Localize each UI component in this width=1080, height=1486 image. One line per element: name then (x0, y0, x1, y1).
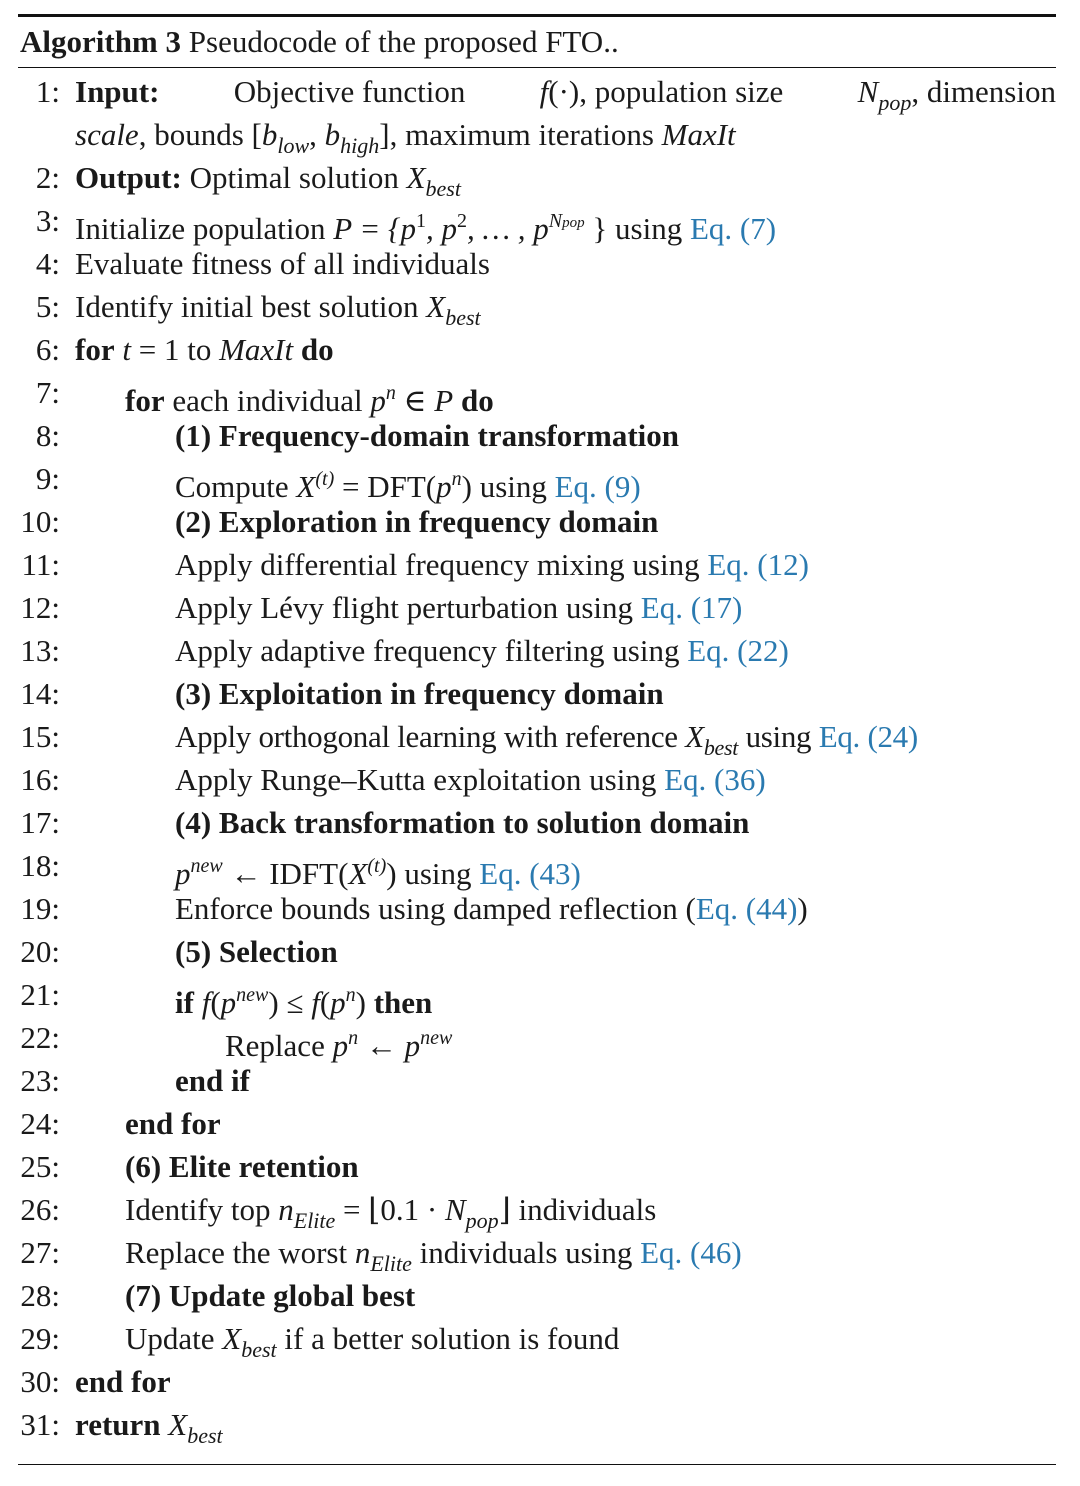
line-number: 31: (20, 1407, 60, 1442)
line-11 (18, 545, 1056, 585)
math-sub: Elite (293, 1208, 336, 1233)
keyword: then (373, 985, 433, 1020)
section-heading: (5) Selection (175, 934, 338, 969)
section-heading: (1) Frequency-domain transformation (175, 418, 679, 453)
line-body (175, 975, 432, 1023)
math-sub: high (340, 133, 380, 158)
section-heading: (2) Exploration in frequency domain (175, 504, 659, 539)
line-number: 3: (35, 203, 60, 238)
line-number: 26: (20, 1192, 60, 1227)
math: b (261, 117, 278, 152)
math-sub: pop (465, 1208, 499, 1233)
line-27 (18, 1233, 1056, 1276)
math: t (122, 332, 131, 367)
math: X (685, 719, 704, 754)
caption-text: Pseudocode of the proposed FTO.. (188, 24, 619, 59)
text: ) (797, 891, 808, 926)
math-sup: new (190, 855, 223, 877)
math: b (324, 117, 341, 152)
line-number: 23: (20, 1063, 60, 1098)
section-heading: (3) Exploitation in frequency domain (175, 676, 664, 711)
line-body (175, 631, 789, 671)
bottom-rule (18, 1464, 1056, 1465)
math-sup: n (345, 984, 356, 1006)
keyword: for (75, 332, 115, 367)
line-number: 14: (20, 676, 60, 711)
line-5 (18, 287, 1056, 330)
text: Initialize population (75, 211, 326, 246)
line-number: 8: (35, 418, 60, 453)
text: Update (125, 1321, 215, 1356)
equation-link[interactable]: Eq. (9) (554, 469, 641, 504)
text: Replace (225, 1028, 325, 1063)
math-sub: pop (878, 90, 912, 115)
text: ← (365, 1028, 397, 1063)
line-number: 16: (20, 762, 60, 797)
math: MaxIt (661, 117, 736, 152)
equation-link[interactable]: Eq. (36) (664, 762, 766, 797)
keyword: end for (125, 1106, 221, 1141)
line-1-cont (18, 115, 1056, 158)
section-heading: (7) Update global best (125, 1278, 416, 1313)
line-4 (18, 244, 1056, 284)
math: MaxIt (219, 332, 294, 367)
line-21 (18, 975, 1056, 1020)
line-number: 10: (20, 504, 60, 539)
math: p (370, 383, 386, 418)
math-sub: best (425, 176, 461, 201)
math: N (444, 1192, 466, 1227)
math-sub: best (445, 305, 481, 330)
section-heading: (4) Back transformation to solution domain (175, 805, 750, 840)
line-7 (18, 373, 1056, 418)
math: scale (75, 117, 139, 152)
text: ⌋ individuals (498, 1192, 657, 1227)
line-number: 20: (20, 934, 60, 969)
keyword: Input: (75, 74, 160, 109)
math-sub: low (277, 133, 310, 158)
line-25 (18, 1147, 1056, 1187)
math: N (857, 74, 879, 109)
keyword: do (460, 383, 494, 418)
math-sup: 1 (415, 210, 426, 232)
text: = ⌊0.1 · (343, 1192, 438, 1227)
line-number: 6: (35, 332, 60, 367)
line-body (175, 588, 742, 628)
text: Apply adaptive frequency filtering using (175, 633, 680, 668)
line-number: 17: (20, 805, 60, 840)
line-number: 25: (20, 1149, 60, 1184)
text: individuals using (419, 1235, 633, 1270)
equation-link[interactable]: Eq. (7) (689, 211, 777, 246)
line-17 (18, 803, 1056, 843)
math: p (332, 1028, 349, 1063)
keyword: return (75, 1407, 161, 1442)
equation-link[interactable]: Eq. (44) (695, 891, 798, 926)
math: X (426, 289, 446, 324)
keyword: if (175, 985, 194, 1020)
math: X (348, 856, 368, 891)
text: = DFT( (342, 469, 437, 504)
line-20 (18, 932, 1056, 972)
text: , dimension (911, 74, 1056, 109)
line-26 (18, 1190, 1056, 1233)
math: X (168, 1407, 188, 1442)
line-28 (18, 1276, 1056, 1316)
line-22 (18, 1018, 1056, 1063)
line-10 (18, 502, 1056, 542)
math: f (311, 985, 320, 1020)
line-6 (18, 330, 1056, 370)
algorithm-caption (18, 17, 1056, 67)
text: ) (355, 985, 366, 1020)
text: each individual (172, 383, 363, 418)
text: using (615, 211, 683, 246)
text: Objective function (233, 74, 466, 109)
line-31 (18, 1405, 1056, 1448)
line-number: 24: (20, 1106, 60, 1141)
line-8 (18, 416, 1056, 456)
math: f (539, 74, 549, 109)
line-body (75, 201, 776, 249)
line-18 (18, 846, 1056, 891)
line-body (175, 545, 809, 585)
line-body (75, 330, 334, 370)
line-number: 15: (20, 719, 60, 754)
line-12 (18, 588, 1056, 628)
line-number: 9: (35, 461, 60, 496)
keyword: do (300, 332, 334, 367)
math: } (584, 211, 608, 246)
line-number: 4: (35, 246, 60, 281)
text: Apply Lévy flight perturbation using (175, 590, 634, 625)
math: , … , p (466, 211, 549, 246)
section-heading: (6) Elite retention (125, 1149, 359, 1184)
math: P = {p (333, 211, 416, 246)
equation-link[interactable]: Eq. (12) (707, 547, 809, 582)
line-number: 27: (20, 1235, 60, 1270)
line-13 (18, 631, 1056, 671)
math-sup: 2 (456, 210, 467, 232)
math-sub: Elite (370, 1251, 412, 1276)
line-body (175, 760, 766, 800)
line-1 (18, 72, 1056, 115)
keyword: Output: (75, 160, 182, 195)
text: Replace the worst (125, 1235, 348, 1270)
math-sup: n (385, 382, 396, 404)
math-sub: best (703, 735, 739, 760)
line-number: 21: (20, 977, 60, 1012)
equation-link[interactable]: Eq. (17) (640, 590, 743, 625)
math-sup: n (451, 468, 462, 490)
line-30 (18, 1362, 1056, 1402)
line-number: 5: (35, 289, 60, 324)
equation-link[interactable]: Eq. (24) (818, 719, 918, 754)
line-number: 11: (21, 547, 60, 582)
math: p (404, 1028, 421, 1063)
text: if a better solution is found (284, 1321, 620, 1356)
line-number: 30: (20, 1364, 60, 1399)
line-body (175, 459, 641, 507)
math: n (354, 1235, 371, 1270)
keyword: end for (75, 1364, 171, 1399)
line-23 (18, 1061, 1056, 1101)
line-body (175, 846, 581, 894)
math-sup: pop (562, 215, 585, 231)
math: p (220, 985, 237, 1020)
text: ∈ (403, 383, 427, 418)
line-number: 18: (20, 848, 60, 883)
text: Optimal solution (189, 160, 399, 195)
math: n (278, 1192, 294, 1227)
line-body (225, 1018, 452, 1066)
line-body (175, 889, 808, 929)
line-number: 22: (20, 1020, 60, 1055)
caption-rule (18, 67, 1056, 68)
text: ( (319, 985, 331, 1020)
math-sup: N (548, 210, 563, 232)
math: , p (425, 211, 457, 246)
math: p (330, 985, 346, 1020)
text: ) using (386, 856, 472, 891)
equation-link[interactable]: Eq. (43) (479, 856, 581, 891)
math: p (175, 856, 191, 891)
line-15 (18, 717, 1056, 760)
text: , (309, 117, 325, 152)
text: ( (210, 985, 221, 1020)
math-sup: (t) (315, 468, 335, 490)
text: (·), population size (548, 74, 784, 109)
line-3 (18, 201, 1056, 246)
text: , bounds [ (138, 117, 262, 152)
text: ) ≤ (268, 985, 304, 1020)
text: Apply differential frequency mixing using (175, 547, 700, 582)
line-9 (18, 459, 1056, 504)
text: Apply Runge–Kutta exploitation using (175, 762, 657, 797)
line-body (75, 1405, 223, 1456)
math: X (406, 160, 426, 195)
line-number: 12: (20, 590, 60, 625)
line-number: 2: (35, 160, 60, 195)
line-14 (18, 674, 1056, 714)
line-number: 28: (20, 1278, 60, 1313)
text: Identify top (125, 1192, 271, 1227)
math: X (222, 1321, 242, 1356)
math: P (434, 383, 454, 418)
algorithm-box (18, 14, 1056, 1448)
math: X (296, 469, 316, 504)
line-number: 1: (35, 74, 60, 109)
text: ) using (461, 469, 547, 504)
caption-label: Algorithm 3 (20, 24, 182, 59)
text: Apply orthogonal learning with reference (175, 719, 678, 754)
text: Identify initial best solution (75, 289, 419, 324)
line-16 (18, 760, 1056, 800)
line-body (125, 373, 494, 421)
text: Enforce bounds using damped reflection ( (175, 891, 696, 926)
math-sup: n (348, 1027, 359, 1049)
line-number: 29: (20, 1321, 60, 1356)
line-body: Evaluate fitness of all individuals (75, 246, 490, 281)
text: ← IDFT( (230, 856, 349, 891)
math-sub: best (241, 1337, 277, 1362)
text: Compute (175, 469, 289, 504)
math-sup: new (236, 984, 269, 1006)
line-number: 7: (35, 375, 60, 410)
text: ], maximum iterations (379, 117, 654, 152)
line-29 (18, 1319, 1056, 1362)
line-number: 19: (20, 891, 60, 926)
math-sub: best (187, 1423, 223, 1448)
math-sup: (t) (367, 855, 387, 877)
line-2 (18, 158, 1056, 201)
line-19 (18, 889, 1056, 929)
text: using (745, 719, 812, 754)
math: p (436, 469, 452, 504)
line-24 (18, 1104, 1056, 1144)
equation-link[interactable]: Eq. (22) (687, 633, 789, 668)
keyword: for (125, 383, 165, 418)
text: = 1 to (138, 332, 212, 367)
equation-link[interactable]: Eq. (46) (640, 1235, 742, 1270)
line-number: 13: (20, 633, 60, 668)
math-sup: new (420, 1027, 453, 1049)
keyword: end if (175, 1063, 250, 1098)
math: f (201, 985, 211, 1020)
